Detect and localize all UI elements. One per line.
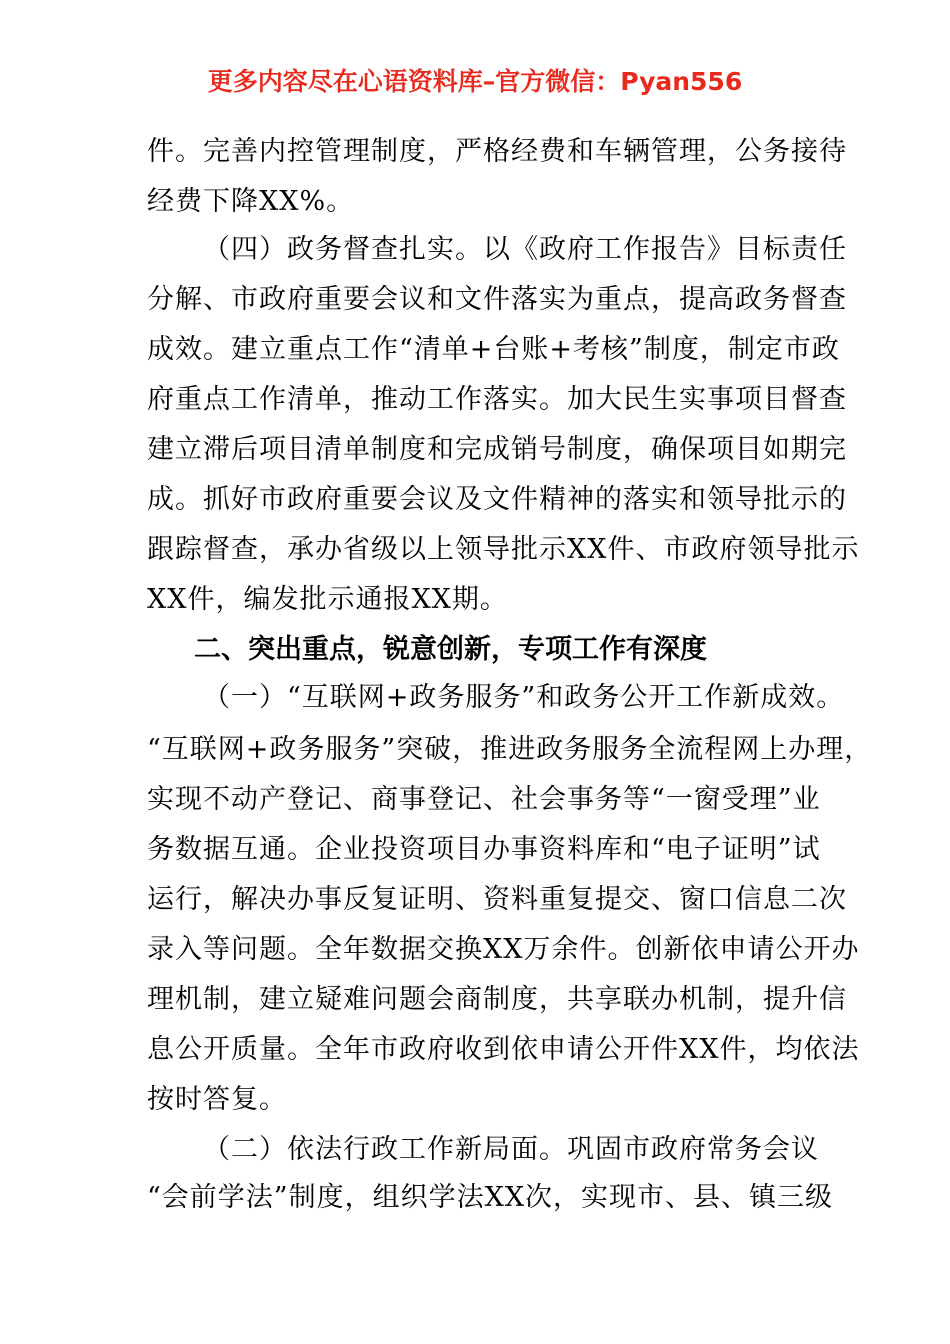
text-line: 息公开质量。全年市政府收到依申请公开件XX件，均依法 (147, 1034, 860, 1065)
text-line: “互联网+政务服务”突破，推进政务服务全流程网上办理， (147, 734, 873, 765)
text-line: 建立滞后项目清单制度和完成销号制度，确保项目如期完 (147, 434, 847, 465)
section-four-heading: （四）政务督查扎实。以《政府工作报告》目标责任 (203, 234, 847, 265)
text-line: 务数据互通。企业投资项目办事资料库和“电子证明”试 (147, 834, 821, 865)
text-line: 成。抓好市政府重要会议及文件精神的落实和领导批示的 (147, 484, 847, 515)
text-line: 理机制，建立疑难问题会商制度，共享联办机制，提升信 (147, 984, 847, 1015)
text-line: 按时答复。 (147, 1084, 287, 1115)
text-line: 府重点工作清单，推动工作落实。加大民生实事项目督查 (147, 384, 847, 415)
subsection-two-heading: （二）依法行政工作新局面。巩固市政府常务会议 (203, 1134, 819, 1165)
text-line: 经费下降XX%。 (147, 186, 355, 217)
text-line: 实现不动产登记、商事登记、社会事务等“一窗受理”业 (147, 784, 821, 815)
subsection-one-heading: （一）“互联网+政务服务”和政务公开工作新成效。 (203, 682, 845, 713)
text-line: 运行，解决办事反复证明、资料重复提交、窗口信息二次 (147, 884, 847, 915)
watermark-header: 更多内容尽在心语资料库–官方微信：Pyan556 (207, 67, 743, 96)
section-two-heading: 二、突出重点，锐意创新，专项工作有深度 (194, 634, 707, 665)
text-line: 录入等问题。全年数据交换XX万余件。创新依申请公开办 (147, 934, 860, 965)
text-line: 成效。建立重点工作“清单+台账+考核”制度，制定市政 (147, 334, 840, 365)
text-line: 跟踪督查，承办省级以上领导批示XX件、市政府领导批示 (147, 534, 860, 565)
text-line: 件。完善内控管理制度，严格经费和车辆管理，公务接待 (147, 136, 847, 167)
text-line: “会前学法”制度，组织学法XX次，实现市、县、镇三级 (147, 1182, 834, 1213)
text-line: 分解、市政府重要会议和文件落实为重点，提高政务督查 (147, 284, 847, 315)
text-line: XX件，编发批示通报XX期。 (147, 584, 508, 615)
